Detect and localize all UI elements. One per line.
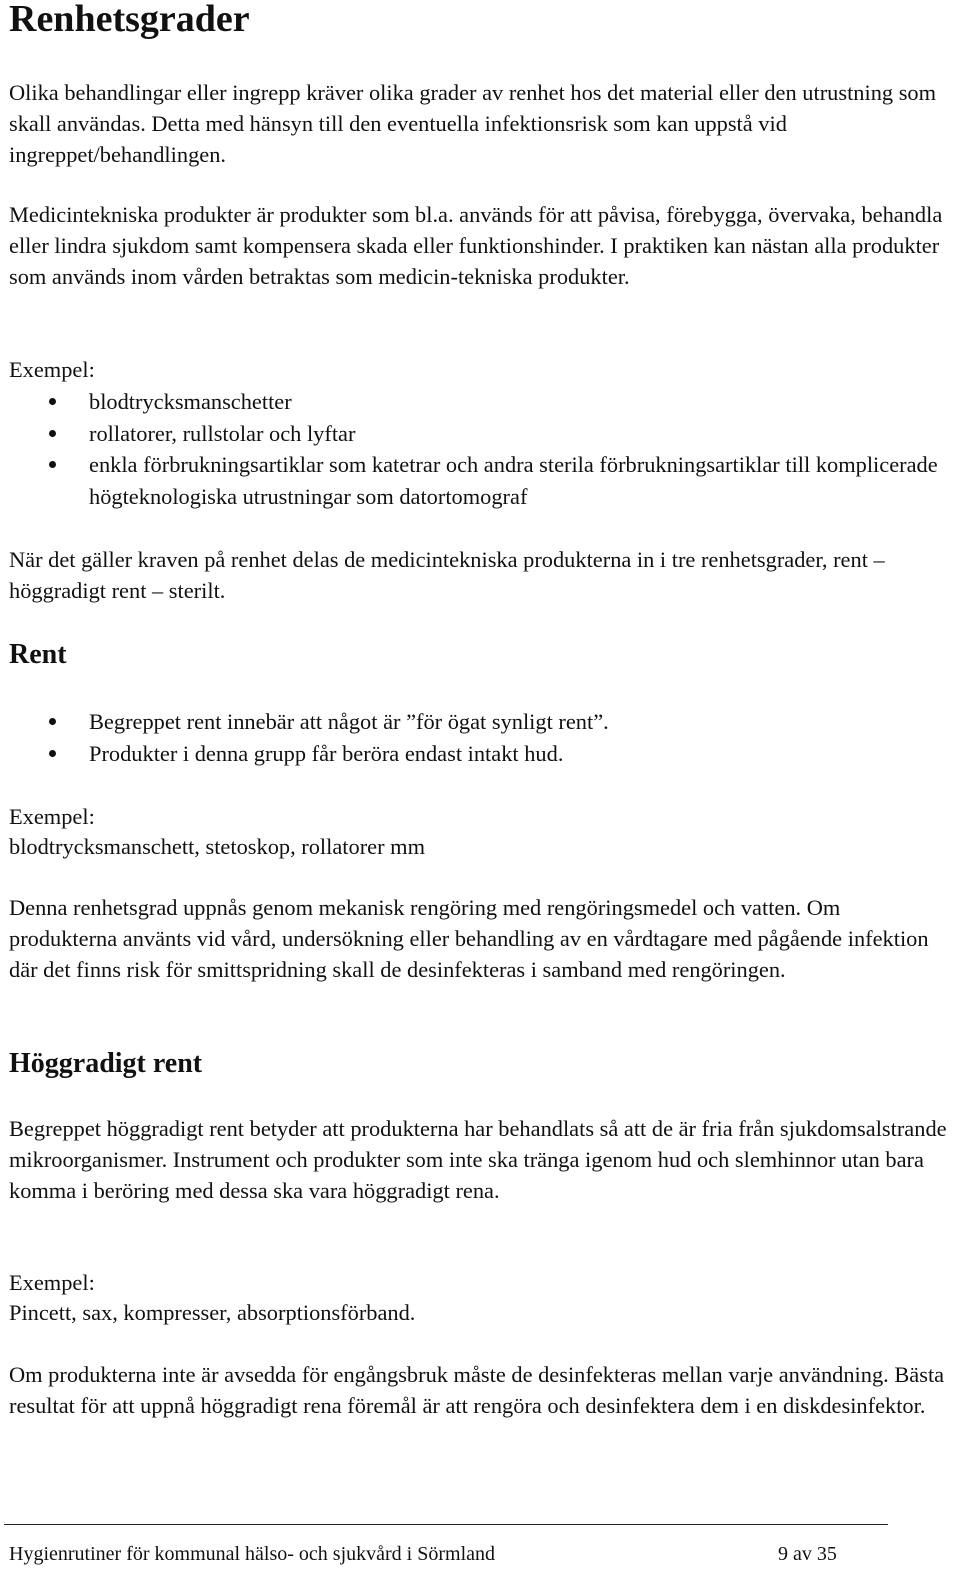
hoggradigt-example-label: Exempel: — [9, 1270, 95, 1295]
example-list-1 — [9, 386, 954, 512]
list-item: enkla förbrukningsartiklar som katetrar och andra sterila förbrukningsartiklar till komplicerade högteknologiska utrustningar som datortomograf — [9, 449, 954, 512]
grades-paragraph: När det gäller kraven på renhet delas de medicintekniska produkterna in i tre renhetsgrader, rent – höggradigt rent – sterilt. — [9, 547, 885, 603]
hoggradigt-example-text: Pincett, sax, kompresser, absorptionsförband. — [9, 1300, 416, 1325]
list-item: blodtrycksmanschetter — [9, 386, 954, 418]
list-item: rollatorer, rullstolar och lyftar — [9, 418, 954, 450]
rent-bullet-list — [9, 706, 954, 769]
rent-example-label: Exempel: — [9, 804, 95, 829]
footer-document-title: Hygienrutiner för kommunal hälso- och sjukvård i Sörmland — [9, 1543, 496, 1565]
example-label-1: Exempel: — [9, 357, 95, 382]
footer-divider — [4, 1524, 888, 1525]
intro-paragraph: Olika behandlingar eller ingrepp kräver olika grader av renhet hos det material eller den utrustning som skall användas. Detta med hänsyn till den eventuella infektionsrisk som kan uppstå vid ingreppet/behandlingen. — [9, 80, 937, 167]
rent-example-text: blodtrycksmanschett, stetoskop, rollatorer mm — [9, 834, 426, 859]
hoggradigt-body-paragraph: Begreppet höggradigt rent betyder att produkterna har behandlats så att de är fria från sjukdomsalstrande mikroorganismer. Instrument och produkter som inte ska tränga igenom hud och slemhinnor utan bara komma i beröring med dessa ska vara höggradigt rena. — [9, 1116, 947, 1203]
page-title: Renhetsgrader — [9, 0, 250, 40]
rent-body-paragraph: Denna renhetsgrad uppnås genom mekanisk rengöring med rengöringsmedel och vatten. Om produkterna använts vid vård, undersökning eller behandling av en vårdtagare med pågående infektion där det finns risk för smittspridning skall de desinfekteras i samband med rengöringen. — [9, 895, 929, 982]
list-item: Begreppet rent innebär att något är ”för ögat synligt rent”. — [9, 706, 954, 738]
section-heading-rent: Rent — [9, 639, 67, 670]
list-item: Produkter i denna grupp får beröra endast intakt hud. — [9, 738, 954, 770]
medtech-paragraph: Medicintekniska produkter är produkter som bl.a. används för att påvisa, förebygga, övervaka, behandla eller lindra sjukdom samt kompensera skada eller funktionshinder. I praktiken kan nästan alla produkter som används inom vården betraktas som medicin-tekniska produkter. — [9, 202, 943, 289]
section-heading-hoggradigt: Höggradigt rent — [9, 1048, 203, 1079]
hoggradigt-body2-paragraph: Om produkterna inte är avsedda för engångsbruk måste de desinfekteras mellan varje användning. Bästa resultat för att uppnå höggradigt rena föremål är att rengöra och desinfektera dem i en diskdesinfektor. — [9, 1362, 945, 1418]
footer-page-number: 9 av 35 — [778, 1543, 837, 1565]
